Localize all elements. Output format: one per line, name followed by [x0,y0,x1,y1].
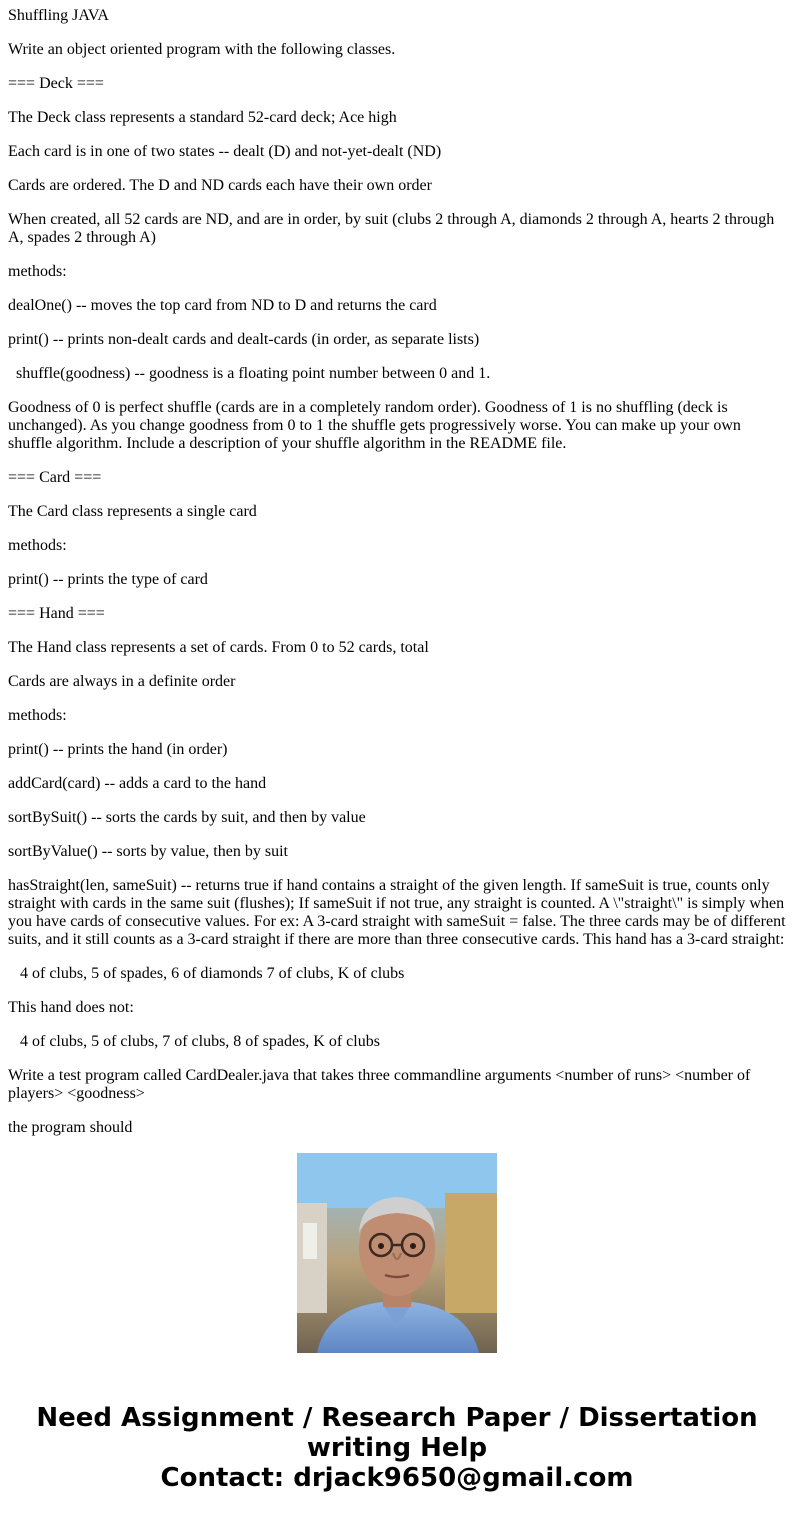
paragraph: methods: [8,537,67,554]
paragraph: The Deck class represents a standard 52-card deck; Ace high [8,109,397,126]
paragraph: print() -- prints non-dealt cards and dealt-cards (in order, as separate lists) [8,331,480,348]
paragraph: sortBySuit() -- sorts the cards by suit, and then by value [8,809,366,826]
section-heading-card: === Card === [8,469,102,486]
paragraph: The Card class represents a single card [8,503,257,520]
paragraph: This hand does not: [8,999,134,1016]
paragraph: The Hand class represents a set of cards. From 0 to 52 cards, total [8,639,429,656]
example-hand: 4 of clubs, 5 of spades, 6 of diamonds 7 of clubs, K of clubs [8,965,405,982]
promo-line: writing Help [306,1433,488,1463]
promo-contact: Contact: drjack9650@gmail.com [160,1463,634,1493]
paragraph: shuffle(goodness) -- goodness is a floating point number between 0 and 1. [8,365,491,382]
paragraph: print() -- prints the hand (in order) [8,741,228,758]
paragraph: Each card is in one of two states -- dealt (D) and not-yet-dealt (ND) [8,143,442,160]
paragraph: Write an object oriented program with the following classes. [8,41,396,58]
paragraph: methods: [8,707,67,724]
document-body [8,0,790,1136]
paragraph: sortByValue() -- sorts by value, then by suit [8,843,288,860]
paragraph: addCard(card) -- adds a card to the hand [8,775,267,792]
paragraph: When created, all 52 cards are ND, and are in order, by suit (clubs 2 through A, diamonds 2 through A, hearts 2 through A, spades 2 through A) [8,211,778,246]
author-avatar [297,1153,497,1353]
promo-banner [0,1403,794,1493]
promo-line: Need Assignment / Research Paper / Dissertation [36,1403,758,1433]
example-hand: 4 of clubs, 5 of clubs, 7 of clubs, 8 of spades, K of clubs [8,1033,380,1050]
doc-title: Shuffling JAVA [8,7,109,24]
paragraph: Cards are always in a definite order [8,673,236,690]
paragraph: print() -- prints the type of card [8,571,208,588]
paragraph: Cards are ordered. The D and ND cards each have their own order [8,177,432,194]
section-heading-deck: === Deck === [8,75,104,92]
paragraph-cut-off: the program should [8,1119,133,1136]
section-heading-hand: === Hand === [8,605,105,622]
paragraph: Goodness of 0 is perfect shuffle (cards are in a completely random order). Goodness of 1 is no shuffling (deck is unchanged). As you change goodness from 0 to 1 the shuffle gets progressively worse. You can make up your own shuffle algorithm. Include a description of your shuffle algorithm in the README file. [8,399,745,452]
paragraph: Write a test program called CardDealer.java that takes three commandline arguments <number of runs> <number of players> <goodness> [8,1067,755,1102]
paragraph: methods: [8,263,67,280]
paragraph: dealOne() -- moves the top card from ND to D and returns the card [8,297,437,314]
paragraph: hasStraight(len, sameSuit) -- returns true if hand contains a straight of the given length. If sameSuit is true, counts only straight with cards in the same suit (flushes); If sameSuit if not true, any straight is counted. A \"straight\" is simply when you have cards of consecutive values. For ex: A 3-card straight with sameSuit = false. The three cards may be of different suits, and it still counts as a 3-card straight if there are more than three consecutive cards. This hand has a 3-card straight: [8,877,790,948]
